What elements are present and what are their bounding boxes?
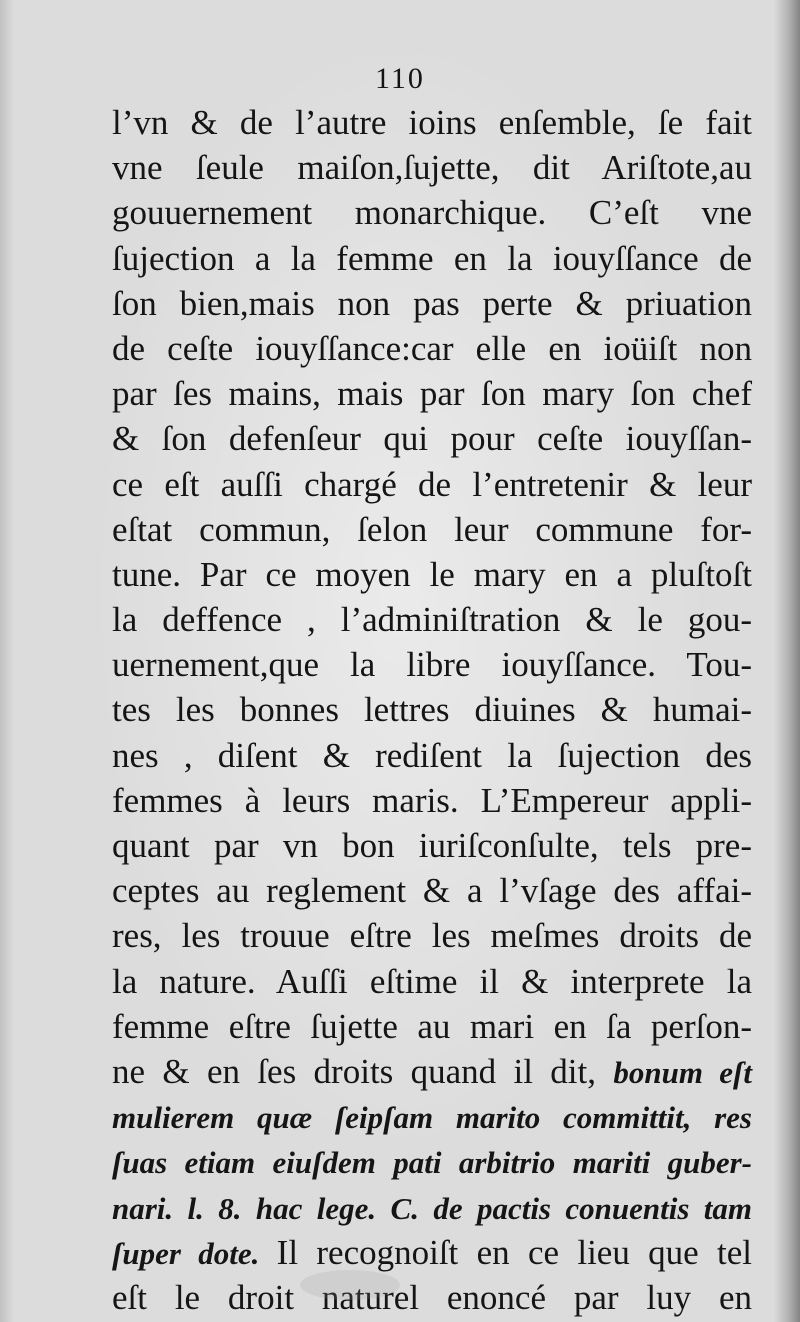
- italic-latin-run: ſuas etiam eiuſdem pati arbitrio mariti guber-: [112, 1145, 752, 1181]
- text-line: [112, 1094, 752, 1139]
- text-run: uernement,que la libre iouyſſance. Tou-: [112, 645, 752, 685]
- text-line: [112, 1230, 752, 1275]
- text-line: [112, 100, 752, 145]
- text-line: [112, 145, 752, 190]
- text-run: femmes à leurs maris. L’Empereur appli-: [112, 780, 752, 820]
- text-run: & ſon defenſeur qui pour ceſte iouyſſan-: [112, 419, 752, 459]
- italic-latin-run: ſuper dote.: [112, 1235, 277, 1271]
- left-edge-shadow: [0, 0, 14, 1322]
- text-run: vne ſeule maiſon,ſujette, dit Ariſtote,au: [112, 148, 752, 188]
- text-line: [112, 371, 752, 416]
- italic-latin-run: bonum eſt: [613, 1054, 752, 1090]
- text-run: l’vn & de l’autre ioins enſemble, ſe fait: [112, 103, 752, 142]
- text-line: [112, 733, 752, 778]
- text-line: [112, 552, 752, 597]
- text-run: de ceſte iouyſſance:car elle en ioüiſt non: [112, 328, 752, 368]
- text-run: gouuernement monarchique. C’eſt vne: [112, 193, 752, 233]
- text-run: quant par vn bon iuriſconſulte, tels pre-: [112, 826, 752, 865]
- text-line: [112, 326, 752, 371]
- text-line: [112, 868, 752, 913]
- text-line: [112, 913, 752, 958]
- text-line: [112, 507, 752, 552]
- text-line: [112, 687, 752, 732]
- text-line: [112, 281, 752, 326]
- text-line: [112, 416, 752, 461]
- body-text: [112, 100, 752, 1320]
- italic-latin-run: mulierem quæ ſeipſam marito committit, res: [112, 1100, 752, 1136]
- text-run: nes , diſent & rediſent la ſujection des: [112, 735, 752, 775]
- text-run: tune. Par ce moyen le mary en a pluſtoſt: [112, 554, 752, 594]
- text-line: [112, 1049, 752, 1094]
- text-run: eſt le droit naturel enoncé par luy en: [112, 1277, 752, 1317]
- text-line: [112, 1275, 752, 1320]
- text-line: [112, 597, 752, 642]
- text-line: [112, 1139, 752, 1184]
- text-run: tes les bonnes lettres diuines & humai-: [112, 690, 752, 730]
- text-run: eſtat commun, ſelon leur commune for-: [112, 509, 752, 549]
- text-line: [112, 823, 752, 868]
- text-run: ſujection a la femme en la iouyſſance de: [112, 238, 752, 278]
- text-line: [112, 642, 752, 687]
- text-run: Il recognoiſt en ce lieu que tel: [276, 1232, 752, 1272]
- text-run: ceptes au reglement & a l’vſage des affai-: [112, 871, 752, 911]
- text-run: femme eſtre ſujette au mari en ſa perſon-: [112, 1006, 752, 1046]
- page-number: 110: [375, 62, 425, 95]
- text-line: [112, 1004, 752, 1049]
- text-line: [112, 236, 752, 281]
- right-edge-shadow: [774, 0, 800, 1322]
- text-line: [112, 462, 752, 507]
- text-run: par ſes mains, mais par ſon mary ſon chef: [112, 374, 752, 414]
- text-line: [112, 778, 752, 823]
- text-line: [112, 959, 752, 1004]
- text-run: la deffence , l’adminiſtration & le gou-: [112, 600, 752, 640]
- paper-smudge: [300, 1270, 400, 1300]
- text-run: ne & en ſes droits quand il dit,: [112, 1051, 614, 1091]
- italic-latin-run: nari. l. 8. hac lege. C. de pactis conuentis tam: [112, 1190, 752, 1226]
- text-line: [112, 1185, 752, 1230]
- text-run: ce eſt auſſi chargé de l’entretenir & leur: [112, 464, 752, 504]
- text-run: la nature. Auſſi eſtime il & interprete la: [112, 961, 752, 1001]
- text-run: ſon bien,mais non pas perte & priuation: [112, 283, 752, 323]
- text-run: res, les trouue eſtre les meſmes droits de: [112, 916, 752, 956]
- text-line: [112, 190, 752, 235]
